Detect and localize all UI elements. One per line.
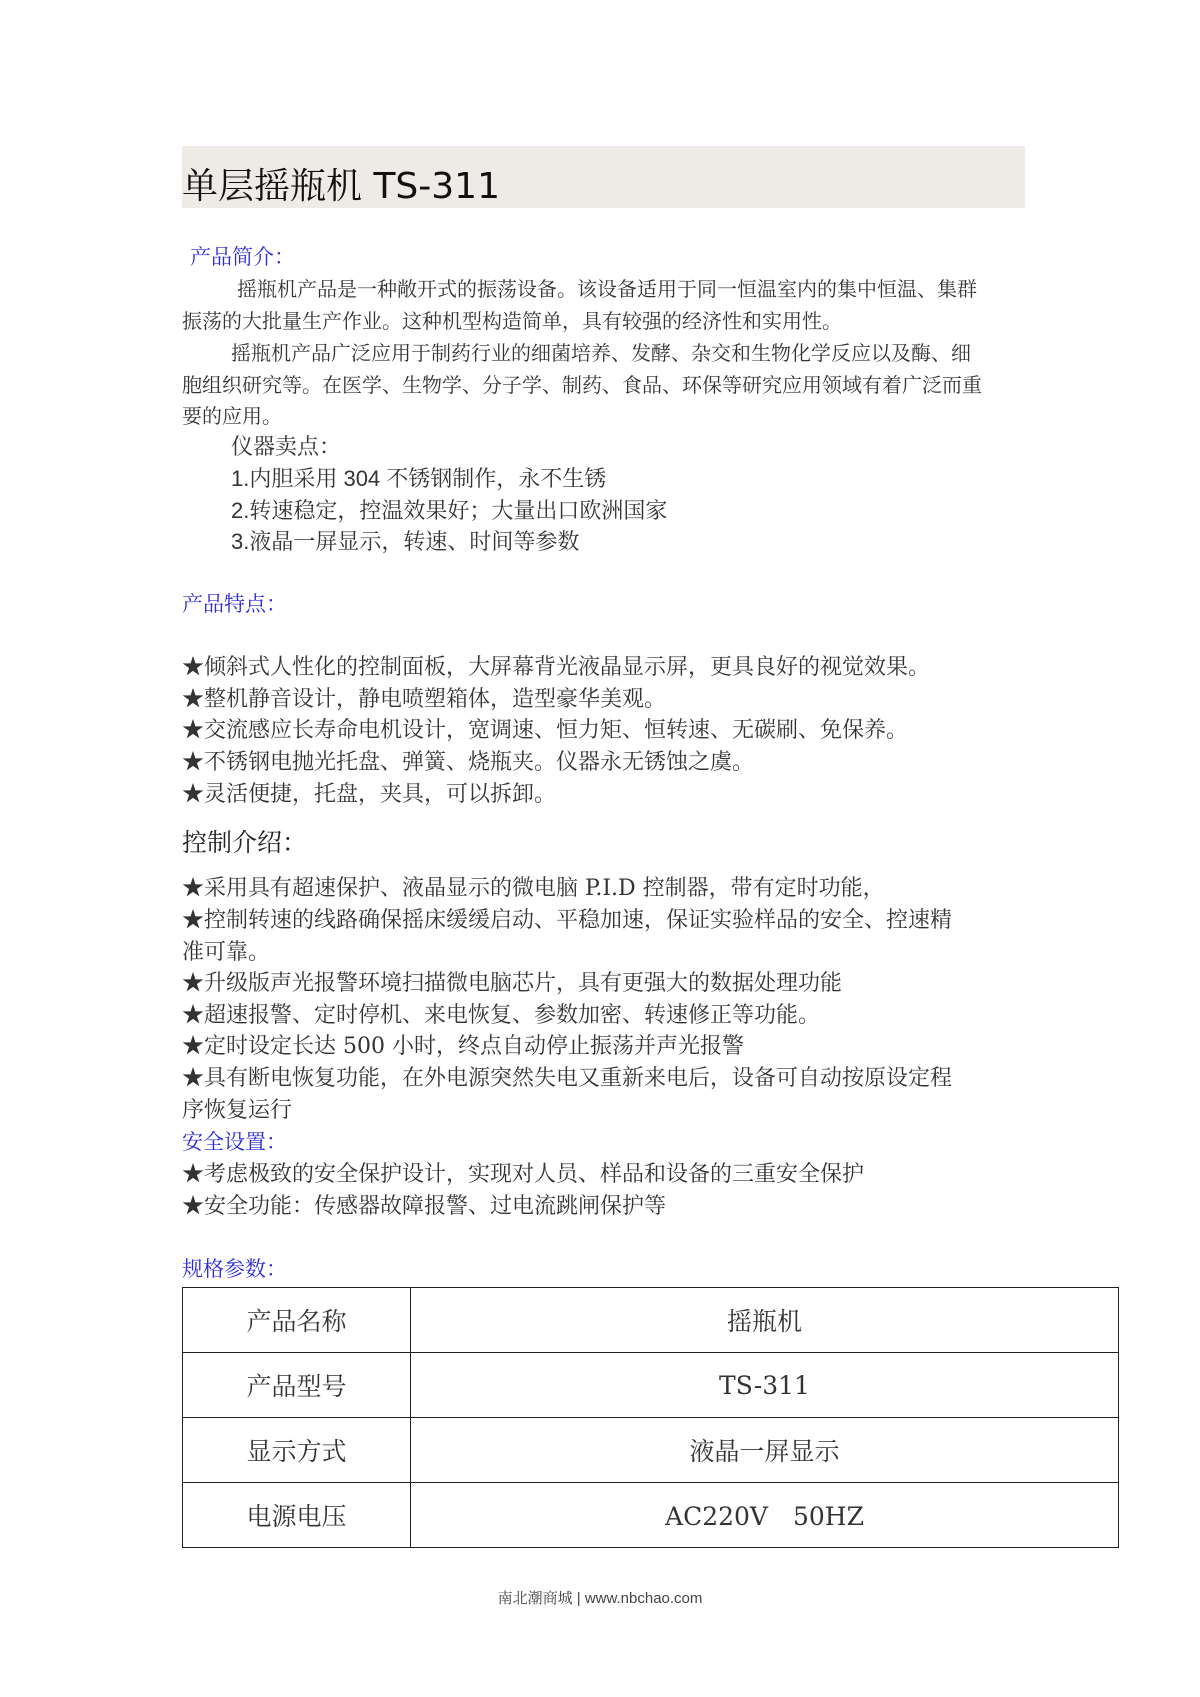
intro-line: 摇瓶机产品是一种敞开式的振荡设备。该设备适用于同一恒温室内的集中恒温、集群 [237,277,977,301]
spec-key: 产品型号 [183,1353,411,1418]
spec-value: 摇瓶机 [411,1288,1119,1353]
spec-value: TS-311 [411,1353,1119,1418]
selling-heading: 仪器卖点： [231,434,342,459]
control-line: ★升级版声光报警环境扫描微电脑芯片，具有更强大的数据处理功能 [182,971,843,996]
specs-heading: 规格参数： [182,1257,287,1281]
control-line: 序恢复运行 [182,1098,293,1123]
table-row [183,1483,1119,1548]
spec-key: 产品名称 [183,1288,411,1353]
control-line: ★具有断电恢复功能，在外电源突然失电又重新来电后，设备可自动按原设定程 [182,1066,953,1091]
control-line: ★采用具有超速保护、液晶显示的微电脑 P.I.D 控制器，带有定时功能， [182,876,885,901]
table-row [183,1288,1119,1353]
feature-item: ★倾斜式人性化的控制面板，大屏幕背光液晶显示屏，更具良好的视觉效果。 [182,655,931,680]
page-title: 单层摇瓶机 TS-311 [182,166,500,207]
feature-item: ★交流感应长寿命电机设计，宽调速、恒力矩、恒转速、无碳刷、免保养。 [182,718,909,743]
feature-item: ★整机静音设计，静电喷塑箱体，造型豪华美观。 [182,687,667,712]
feature-item: ★不锈钢电抛光托盘、弹簧、烧瓶夹。仪器永无锈蚀之虞。 [182,750,755,775]
specs-table [182,1287,1119,1548]
safety-line: ★安全功能：传感器故障报警、过电流跳闸保护等 [182,1194,667,1219]
features-heading: 产品特点： [182,592,287,616]
safety-line: ★考虑极致的安全保护设计，实现对人员、样品和设备的三重安全保护 [182,1162,865,1187]
intro-line: 振荡的大批量生产作业。这种机型构造简单，具有较强的经济性和实用性。 [182,309,842,333]
spec-key: 电源电压 [183,1483,411,1548]
control-line: ★超速报警、定时停机、来电恢复、参数加密、转速修正等功能。 [182,1003,821,1028]
spec-value: AC220V 50HZ [411,1483,1119,1548]
spec-key: 显示方式 [183,1418,411,1483]
spec-value: 液晶一屏显示 [411,1418,1119,1483]
selling-item: 3.液晶一屏显示，转速、时间等参数 [231,529,580,554]
intro-line: 要的应用。 [182,404,282,428]
feature-item: ★灵活便捷，托盘，夹具，可以拆卸。 [182,782,557,807]
table-row [183,1353,1119,1418]
intro-line: 胞组织研究等。在医学、生物学、分子学、制药、食品、环保等研究应用领域有着广泛而重 [182,373,982,397]
control-line: ★定时设定长达 500 小时，终点自动停止振荡并声光报警 [182,1034,744,1059]
control-heading: 控制介绍： [182,828,308,857]
selling-item: 1.内胆采用 304 不锈钢制作，永不生锈 [231,466,607,491]
intro-line: 摇瓶机产品广泛应用于制药行业的细菌培养、发酵、杂交和生物化学反应以及酶、细 [231,341,971,365]
control-line: 准可靠。 [182,940,271,965]
intro-heading: 产品简介： [190,245,295,269]
safety-heading: 安全设置： [182,1130,287,1154]
footer: 南北潮商城 | www.nbchao.com [497,1590,703,1607]
table-row [183,1418,1119,1483]
control-line: ★控制转速的线路确保摇床缓缓启动、平稳加速，保证实验样品的安全、控速精 [182,908,953,933]
selling-item: 2.转速稳定，控温效果好；大量出口欧洲国家 [231,498,668,523]
